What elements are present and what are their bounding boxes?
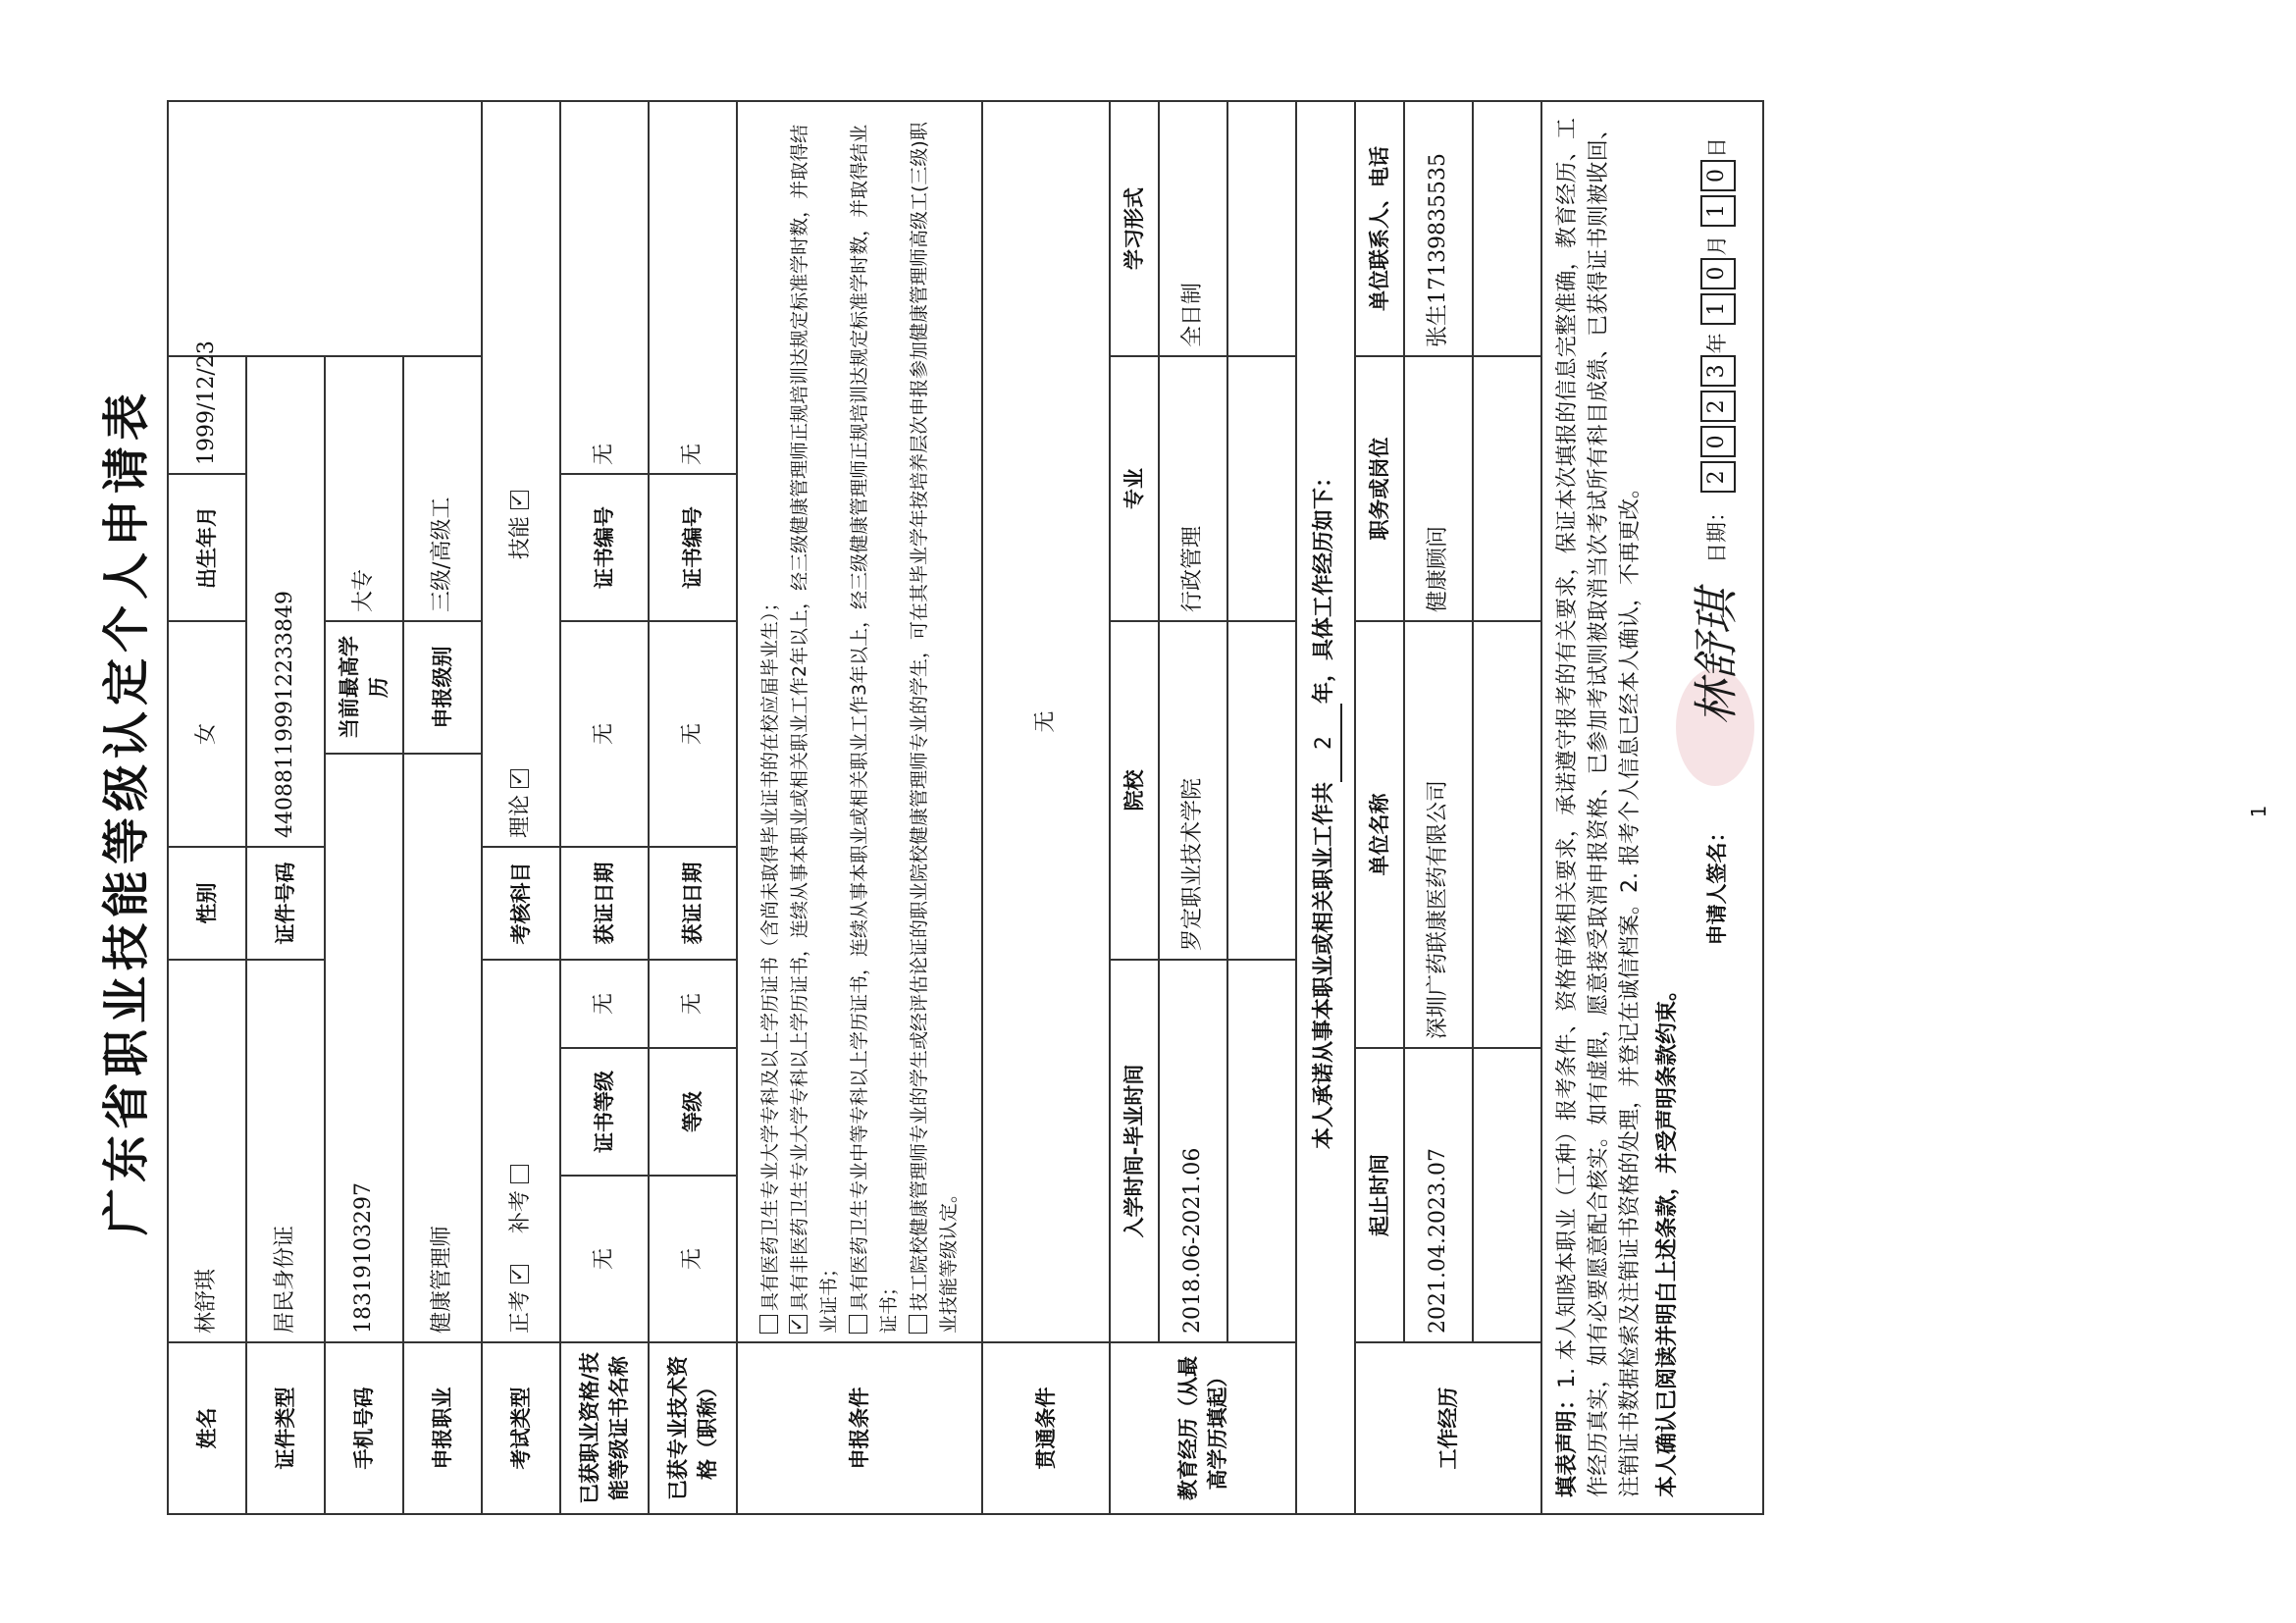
cert-number-label: 证书编号	[560, 474, 649, 621]
held-title-label: 已获专业技术资格（职称）	[649, 1342, 737, 1514]
form-table	[167, 100, 1764, 1515]
exam-type-regular-checkbox[interactable]	[510, 1265, 529, 1283]
phone-value: 18319103297	[325, 754, 403, 1342]
gender-label: 性别	[168, 847, 246, 960]
title-number-label: 证书编号	[649, 474, 737, 621]
work-years: 2	[1309, 704, 1342, 782]
name-label: 姓名	[168, 1342, 246, 1514]
condition-checkbox[interactable]	[759, 1315, 778, 1334]
id-number-value: 440881199912233849	[246, 356, 325, 847]
edu-major-header: 专业	[1110, 356, 1159, 621]
held-title-value: 无	[649, 1176, 737, 1342]
conditions-list	[737, 101, 982, 1342]
edu-form-cell: 全日制	[1159, 101, 1227, 356]
work-position-cell: 健康顾问	[1404, 356, 1473, 621]
occupation-value: 健康管理师	[403, 754, 482, 1342]
highest-edu-value: 大专	[325, 356, 403, 621]
cert-date-label: 获证日期	[560, 847, 649, 960]
work-contact-header: 单位联系人、电话	[1355, 101, 1404, 356]
edu-school-header: 院校	[1110, 621, 1159, 960]
birth-value: 1999/12/23	[168, 356, 246, 474]
exam-type-regular-text: 正考	[508, 1289, 534, 1334]
work-commitment: 本人承诺从事本职业或相关职业工作共2年，具体工作经历如下：	[1296, 101, 1355, 1514]
id-type-value: 居民身份证	[246, 960, 325, 1342]
work-contact-cell: 张生17139835535	[1404, 101, 1473, 356]
cert-number-value: 无	[560, 101, 649, 474]
id-number-label: 证件号码	[246, 847, 325, 960]
work-period-cell: 2021.04.2023.07	[1404, 1048, 1473, 1342]
conditions-label: 申报条件	[737, 1342, 982, 1514]
condition-checkbox[interactable]	[909, 1315, 927, 1334]
edu-form-header: 学习形式	[1110, 101, 1159, 356]
education-label: 教育经历（从最高学历填起）	[1110, 1342, 1296, 1514]
birth-label: 出生年月	[168, 474, 246, 621]
work-period-header: 起止时间	[1355, 1048, 1404, 1342]
highest-edu-label: 当前最高学历	[325, 621, 403, 754]
bridge-label: 贯通条件	[982, 1342, 1110, 1514]
declaration-block	[1541, 101, 1763, 1514]
condition-item: 具有医药卫生专业大学专科及以上学历证书（含尚未取得毕业证书的在校应届毕业生）；	[756, 110, 785, 1334]
condition-item: 具有医药卫生专业中等专科以上学历证书，连续从事本职业或相关职业工作3年以上，经三级健康管理师正规培训达规定标准学时数，并取得结业证书；	[848, 124, 901, 1334]
applicant-signature: 林舒琪	[1684, 590, 1752, 815]
work-label: 工作经历	[1355, 1342, 1541, 1514]
id-type-label: 证件类型	[246, 1342, 325, 1514]
sign-label: 申请人签名：	[1704, 821, 1729, 946]
edu-major-cell: 行政管理	[1159, 356, 1227, 621]
level-label: 申报级别	[403, 621, 482, 754]
title-date-value: 无	[649, 621, 737, 847]
exam-type-makeup-checkbox[interactable]	[510, 1165, 529, 1183]
cert-date-value: 无	[560, 621, 649, 847]
title-level-label: 等级	[649, 1048, 737, 1176]
cert-level-label: 证书等级	[560, 1048, 649, 1176]
occupation-label: 申报职业	[403, 1342, 482, 1514]
held-cert-label: 已获职业资格/技能等级证书名称	[560, 1342, 649, 1514]
held-cert-value: 无	[560, 1176, 649, 1342]
table-row	[1159, 101, 1227, 1514]
title-level-value: 无	[649, 960, 737, 1048]
subject-theory-text: 理论	[508, 794, 534, 838]
exam-type-makeup-text: 补考	[508, 1189, 534, 1233]
subject-skill-text: 技能	[508, 516, 534, 560]
page-number: 1	[2247, 805, 2270, 818]
condition-item: 技工院校健康管理师专业的学生或经评估论证的职业院校健康管理师专业的学生，可在其毕业学年按培养层次申报参加健康管理师高级工(三级)职业技能等级认定。	[908, 122, 960, 1334]
subject-theory-checkbox[interactable]	[510, 769, 529, 788]
condition-item: ✓ 具有非医药卫生专业大学专科以上学历证书，连续从事本职业或相关职业工作2年以上，经三级健康管理师正规培训达规定标准学时数，并取得结业证书；	[785, 110, 845, 1334]
table-row	[1227, 101, 1296, 1514]
edu-period-cell: 2018.06-2021.06	[1159, 960, 1227, 1342]
bridge-value: 无	[982, 101, 1110, 1342]
phone-label: 手机号码	[325, 1342, 403, 1514]
declaration-heading: 填表声明：	[1555, 1387, 1580, 1497]
condition-checkbox[interactable]	[849, 1315, 867, 1334]
form-title: 广东省职业技能等级认定个人申请表	[99, 388, 154, 1236]
subject-skill-checkbox[interactable]	[510, 491, 529, 509]
exam-subject-label: 考核科目	[482, 847, 560, 960]
level-value: 三级/高级工	[403, 356, 482, 621]
work-employer-cell: 深圳广药联康医药有限公司	[1404, 621, 1473, 1048]
edu-period-header: 入学时间-毕业时间	[1110, 960, 1159, 1342]
table-row	[1404, 101, 1473, 1514]
photo-cell	[168, 101, 482, 356]
cert-level-value: 无	[560, 960, 649, 1048]
date-label: 日期：	[1704, 501, 1729, 564]
table-row	[1473, 101, 1541, 1514]
exam-type-label: 考试类型	[482, 1342, 560, 1514]
signature-row: 申请人签名： 林舒琪 日期： 2023年 10月 10日	[1684, 118, 1752, 1497]
exam-type-options	[482, 960, 560, 1342]
edu-school-cell: 罗定职业技术学院	[1159, 621, 1227, 960]
exam-subject-options	[482, 101, 560, 847]
declaration-text: 1. 本人知晓本职业（工种）报考条件、资格审核相关要求，承诺遵守报考的有关要求，保证本次填报的信息完整准确，教育经历、工作经历真实，如有必要愿意配合核实。如有虚假，愿意接受取消申报资格、已参加考试则被取消当次考试所有科目成绩、已获得证书则被收回、注销证书数据检索及注销证书资格的处理，并登记在诚信档案。2. 报考个人信息已经本人确认，不再更改。	[1555, 117, 1643, 1497]
title-date-label: 获证日期	[649, 847, 737, 960]
work-employer-header: 单位名称	[1355, 621, 1404, 1048]
work-position-header: 职务或岗位	[1355, 356, 1404, 621]
gender-value: 女	[168, 621, 246, 847]
condition-checkbox[interactable]	[789, 1315, 808, 1334]
declaration-confirm: 本人确认已阅读并明白上述条款，并受声明条款约束。	[1654, 978, 1680, 1497]
name-value: 林舒琪	[168, 960, 246, 1342]
title-number-value: 无	[649, 101, 737, 474]
